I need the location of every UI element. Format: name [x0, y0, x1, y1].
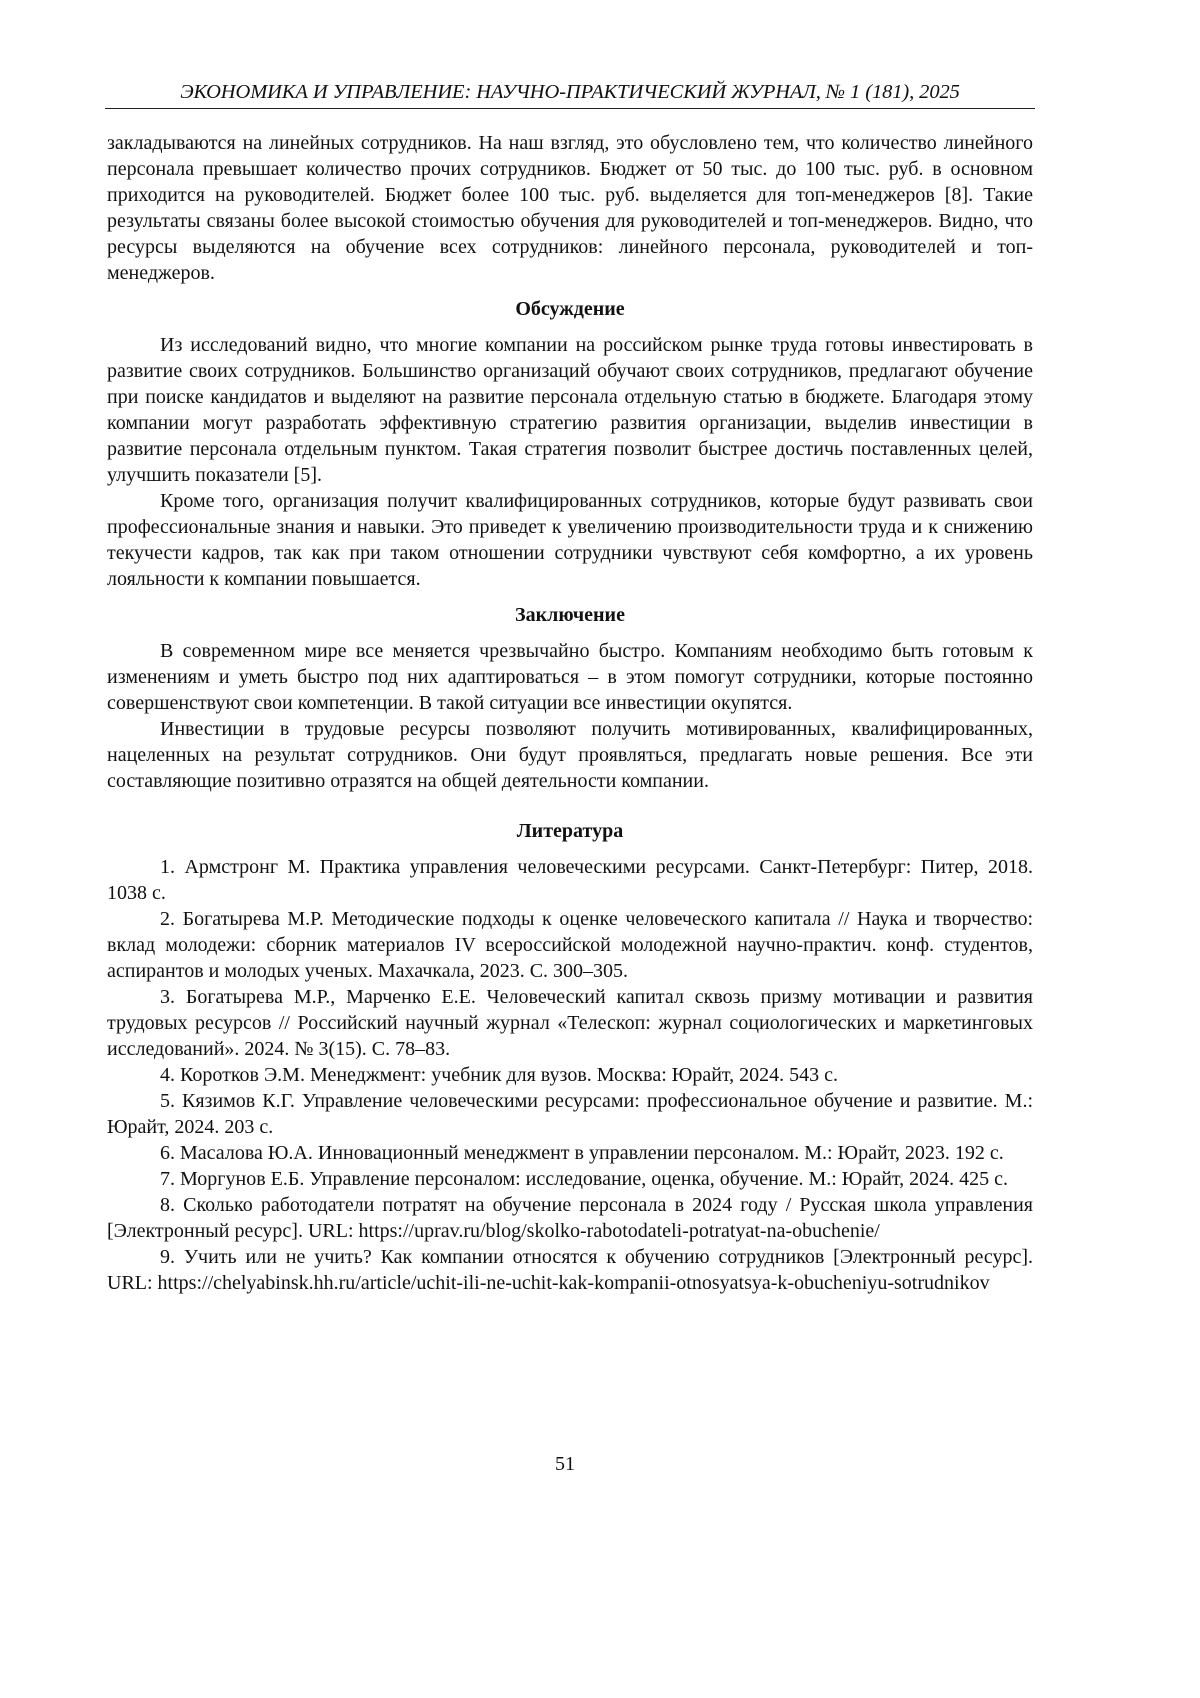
journal-running-header: ЭКОНОМИКА И УПРАВЛЕНИЕ: НАУЧНО-ПРАКТИЧЕСКИЙ ЖУРНАЛ, № 1 (181), 2025 [105, 78, 1035, 109]
reference-item: 6. Масалова Ю.А. Инновационный менеджмент в управлении персоналом. М.: Юрайт, 2023. 192 с. [107, 1140, 1033, 1166]
section-heading-references: Литература [107, 818, 1033, 844]
reference-item: 4. Коротков Э.М. Менеджмент: учебник для вузов. Москва: Юрайт, 2024. 543 с. [107, 1062, 1033, 1088]
discussion-paragraph: Кроме того, организация получит квалифицированных сотрудников, которые будут развивать свои профессиональные знания и навыки. Это приведет к увеличению производительности труда и к снижению текучести кадров, так как при таком отношении сотрудники чувствуют себя комфортно, а их уровень лояльности к компании повышается. [107, 488, 1033, 592]
article-body [107, 130, 1033, 1296]
page-number: 51 [0, 1453, 1130, 1476]
discussion-paragraph: Из исследований видно, что многие компании на российском рынке труда готовы инвестировать в развитие своих сотрудников. Большинство организаций обучают своих сотрудников, предлагают обучение при поиске кандидатов и выделяют на развитие персонала отдельную статью в бюджете. Благодаря этому компании могут разработать эффективную стратегию развития организации, выделив инвестиции в развитие персонала отдельным пунктом. Такая стратегия позволит быстрее достичь поставленных целей, улучшить показатели [5]. [107, 332, 1033, 488]
reference-item: 8. Сколько работодатели потратят на обучение персонала в 2024 году / Русская школа управления [Электронный ресурс]. URL: https://uprav.ru/blog/skolko-rabotodateli-potratyat-na-obuchenie/ [107, 1192, 1033, 1244]
conclusion-paragraph: В современном мире все меняется чрезвычайно быстро. Компаниям необходимо быть готовым к изменениям и уметь быстро под них адаптироваться – в этом помогут сотрудники, которые постоянно совершенствуют свои компетенции. В такой ситуации все инвестиции окупятся. [107, 638, 1033, 716]
reference-item: 7. Моргунов Е.Б. Управление персоналом: исследование, оценка, обучение. М.: Юрайт, 2024. 425 с. [107, 1166, 1033, 1192]
reference-item: 2. Богатырева М.Р. Методические подходы к оценке человеческого капитала // Наука и творчество: вклад молодежи: сборник материалов IV всероссийской молодежной научно-практич. конф. студентов, аспирантов и молодых ученых. Махачкала, 2023. С. 300–305. [107, 906, 1033, 984]
section-heading-conclusion: Заключение [107, 602, 1033, 628]
reference-list [107, 854, 1033, 1296]
reference-item: 5. Кязимов К.Г. Управление человеческими ресурсами: профессиональное обучение и развитие. М.: Юрайт, 2024. 203 с. [107, 1088, 1033, 1140]
intro-paragraph: закладываются на линейных сотрудников. На наш взгляд, это обусловлено тем, что количество линейного персонала превышает количество прочих сотрудников. Бюджет от 50 тыс. до 100 тыс. руб. в основном приходится на руководителей. Бюджет более 100 тыс. руб. выделяется для топ-менеджеров [8]. Такие результаты связаны более высокой стоимостью обучения для руководителей и топ-менеджеров. Видно, что ресурсы выделяются на обучение всех сотрудников: линейного персонала, руководителей и топ-менеджеров. [107, 130, 1033, 286]
reference-item: 9. Учить или не учить? Как компании относятся к обучению сотрудников [Электронный ресурс]. URL: https://chelyabinsk.hh.ru/article/uchit-ili-ne-uchit-kak-kompanii-otnosyatsya-k-obucheniyu-sotrudnikov [107, 1244, 1033, 1296]
reference-item: 1. Армстронг М. Практика управления человеческими ресурсами. Санкт-Петербург: Питер, 2018. 1038 с. [107, 854, 1033, 906]
reference-item: 3. Богатырева М.Р., Марченко Е.Е. Человеческий капитал сквозь призму мотивации и развития трудовых ресурсов // Российский научный журнал «Телескоп: журнал социологических и маркетинговых исследований». 2024. № 3(15). С. 78–83. [107, 984, 1033, 1062]
conclusion-paragraph: Инвестиции в трудовые ресурсы позволяют получить мотивированных, квалифицированных, нацеленных на результат сотрудников. Они будут проявляться, предлагать новые решения. Все эти составляющие позитивно отразятся на общей деятельности компании. [107, 716, 1033, 794]
section-heading-discussion: Обсуждение [107, 296, 1033, 322]
